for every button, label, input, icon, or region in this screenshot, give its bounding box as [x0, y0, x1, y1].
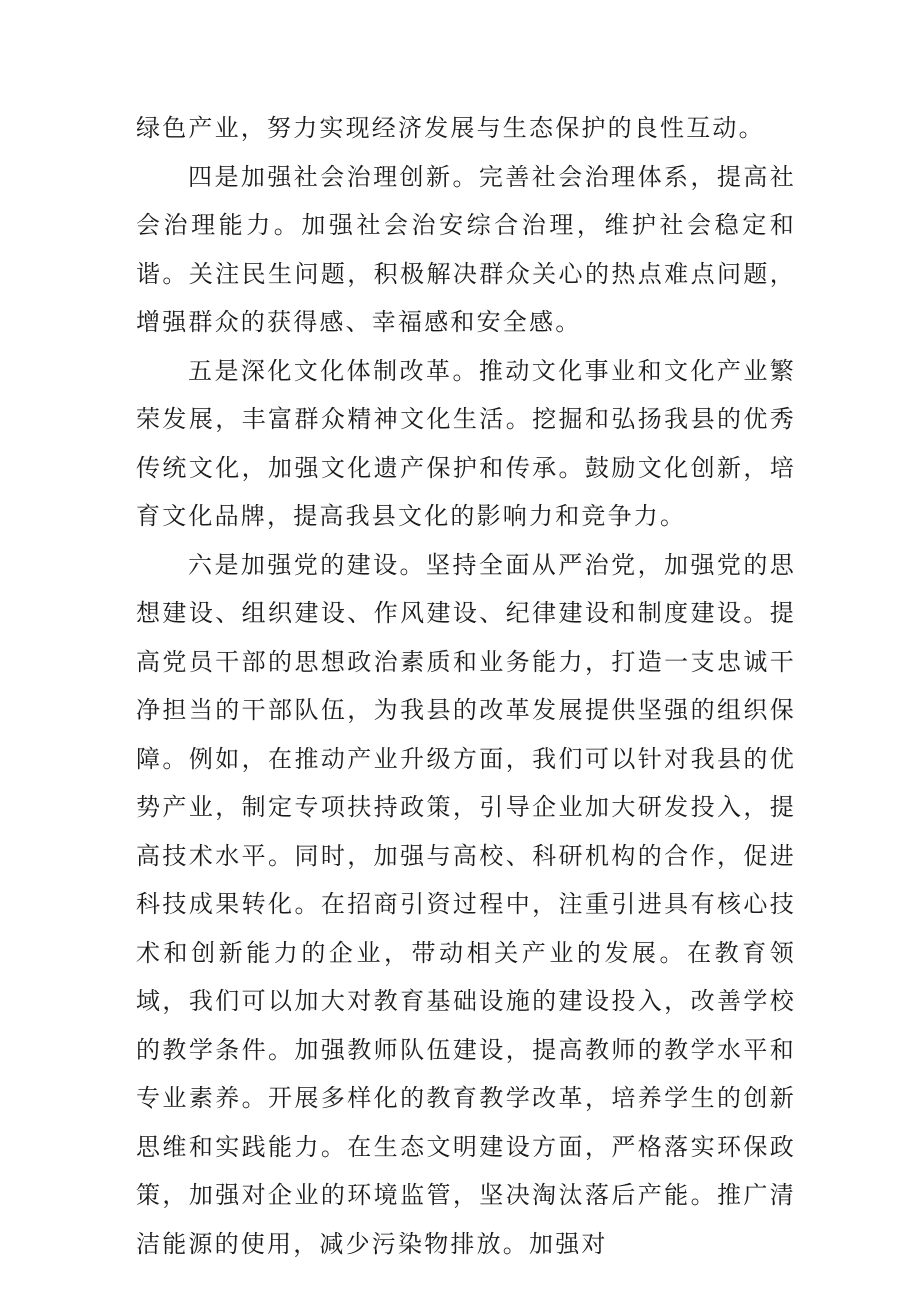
paragraph-cultural-reform: 五是深化文化体制改革。推动文化事业和文化产业繁荣发展，丰富群众精神文化生活。挖掘和弘扬我县的优秀传统文化，加强文化遗产保护和传承。鼓励文化创新，培育文化品牌，提高我县文化的影响力和竞争力。 — [136, 356, 796, 530]
paragraph-social-governance: 四是加强社会治理创新。完善社会治理体系，提高社会治理能力。加强社会治安综合治理，维护社会稳定和谐。关注民生问题，积极解决群众关心的热点难点问题，增强群众的获得感、幸福感和安全感。 — [136, 162, 796, 336]
paragraph-continuation: 绿色产业，努力实现经济发展与生态保护的良性互动。 — [136, 114, 765, 142]
paragraph-party-building: 六是加强党的建设。坚持全面从严治党，加强党的思想建设、组织建设、作风建设、纪律建设和制度建设。提高党员干部的思想政治素质和业务能力，打造一支忠诚干净担当的干部队伍，为我县的改革发展提供坚强的组织保障。例如，在推动产业升级方面，我们可以针对我县的优势产业，制定专项扶持政策，引导企业加大研发投入，提高技术水平。同时，加强与高校、科研机构的合作，促进科技成果转化。在招商引资过程中，注重引进具有核心技术和创新能力的企业，带动相关产业的发展。在教育领域，我们可以加大对教育基础设施的建设投入，改善学校的教学条件。加强教师队伍建设，提高教师的教学水平和专业素养。开展多样化的教育教学改革，培养学生的创新思维和实践能力。在生态文明建设方面，严格落实环保政策，加强对企业的环境监管，坚决淘汰落后产能。推广清洁能源的使用，减少污染物排放。加强对 — [136, 550, 796, 1258]
document-body — [136, 104, 796, 1268]
